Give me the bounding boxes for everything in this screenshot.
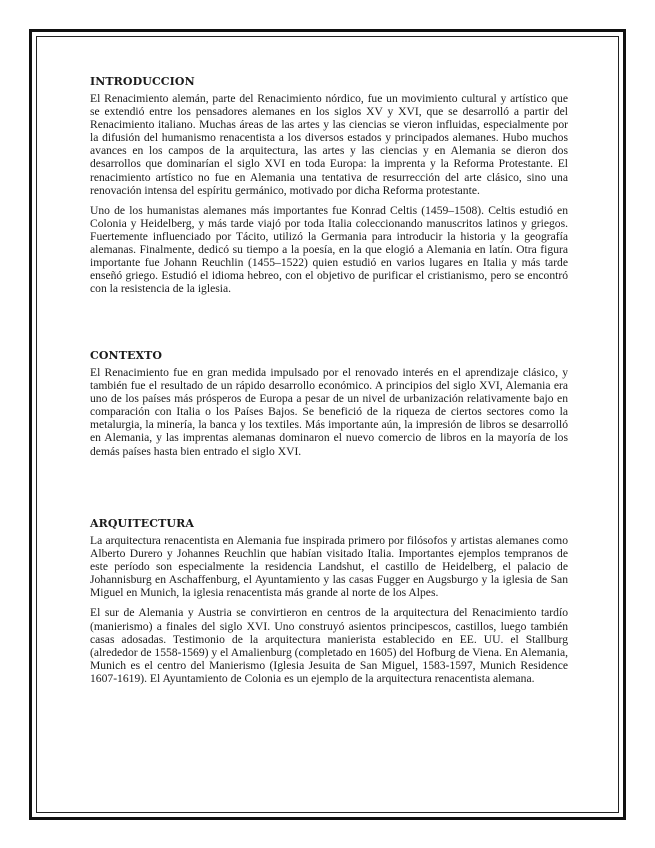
paragraph: El Renacimiento fue en gran medida impulsado por el renovado interés en el aprendizaje clásico, y también fue el resultado de un rápido desarrollo económico. A principios del siglo XVI, Alemania era uno de los países más prósperos de Europa a pesar de un nivel de urbanización relativamente bajo en comparación con Italia o los Países Bajos. Se benefició de la riqueza de ciertos sectores como la metalurgia, la minería, la banca y los textiles. Más importante aún, la impresión de libros se desarrolló en Alemania, y las imprentas alemanas dominaron el nuevo comercio de libros en la mayoría de los demás países hasta bien entrado el siglo XVI.: [90, 366, 568, 458]
section-arquitectura: [90, 516, 568, 685]
section-contexto: [90, 348, 568, 516]
paragraph: El Renacimiento alemán, parte del Renacimiento nórdico, fue un movimiento cultural y artístico que se extendió entre los pensadores alemanes en los siglos XV y XVI, que se desarrolló a partir del Renacimiento italiano. Muchas áreas de las artes y las ciencias se vieron influidas, especialmente por la difusión del humanismo renacentista a los diversos estados y principados alemanes. Hubo muchos avances en los campos de la arquitectura, las artes y las ciencias y en Alemania se dieron dos desarrollos que dominarían el siglo XVI en toda Europa: la imprenta y la Reforma Protestante. El renacimiento artístico no fue en Alemania una tentativa de resurrección del arte clásico, sino una renovación intensa del espíritu germánico, motivado por dicha Reforma protestante.: [90, 92, 568, 197]
section-heading: ARQUITECTURA: [90, 517, 194, 530]
paragraph: Uno de los humanistas alemanes más importantes fue Konrad Celtis (1459–1508). Celtis estudió en Colonia y Heidelberg, y más tarde viajó por toda Italia coleccionando manuscritos latinos y griegos. Fuertemente influenciado por Tácito, utilizó la Germania para introducir la historia y la geografía alemanas. Finalmente, dedicó su tiempo a la poesía, en la que elogió a Alemania en latín. Otra figura importante fue Johann Reuchlin (1455–1522) quien estudió en varios lugares en Italia y más tarde enseñó griego. Estudió el idioma hebreo, con el objetivo de purificar el cristianismo, pero se encontró con la resistencia de la iglesia.: [90, 203, 568, 296]
paragraph: La arquitectura renacentista en Alemania fue inspirada primero por filósofos y artistas alemanes como Alberto Durero y Johannes Reuchlin que habían visitado Italia. Importantes ejemplos tempranos de este período son especialmente la residencia Landshut, el castillo de Heidelberg, el palacio de Johannisburg en Aschaffenburg, el Ayuntamiento y las casas Fugger en Augsburgo y la iglesia de San Miguel en Munich, la iglesia renacentista más grande al norte de los Alpes.: [90, 534, 568, 600]
section-heading: CONTEXTO: [90, 349, 163, 362]
section-introduccion: [90, 74, 568, 348]
section-heading: INTRODUCCION: [90, 75, 195, 88]
document-body: [90, 74, 568, 692]
paragraph: El sur de Alemania y Austria se convirtieron en centros de la arquitectura del Renacimiento tardío (manierismo) a finales del siglo XVI. Uno construyó asientos principescos, castillos, luego también casas adosadas. Testimonio de la arquitectura manierista establecido en EE. UU. el Stallburg (alrededor de 1558-1569) y el Amalienburg (completado en 1605) del Hofburg de Viena. En Alemania, Munich es el centro del Manierismo (Iglesia Jesuita de San Miguel, 1583-1597, Munich Residence 1607-1619). El Ayuntamiento de Colonia es un ejemplo de la arquitectura renacentista alemana.: [90, 606, 568, 685]
